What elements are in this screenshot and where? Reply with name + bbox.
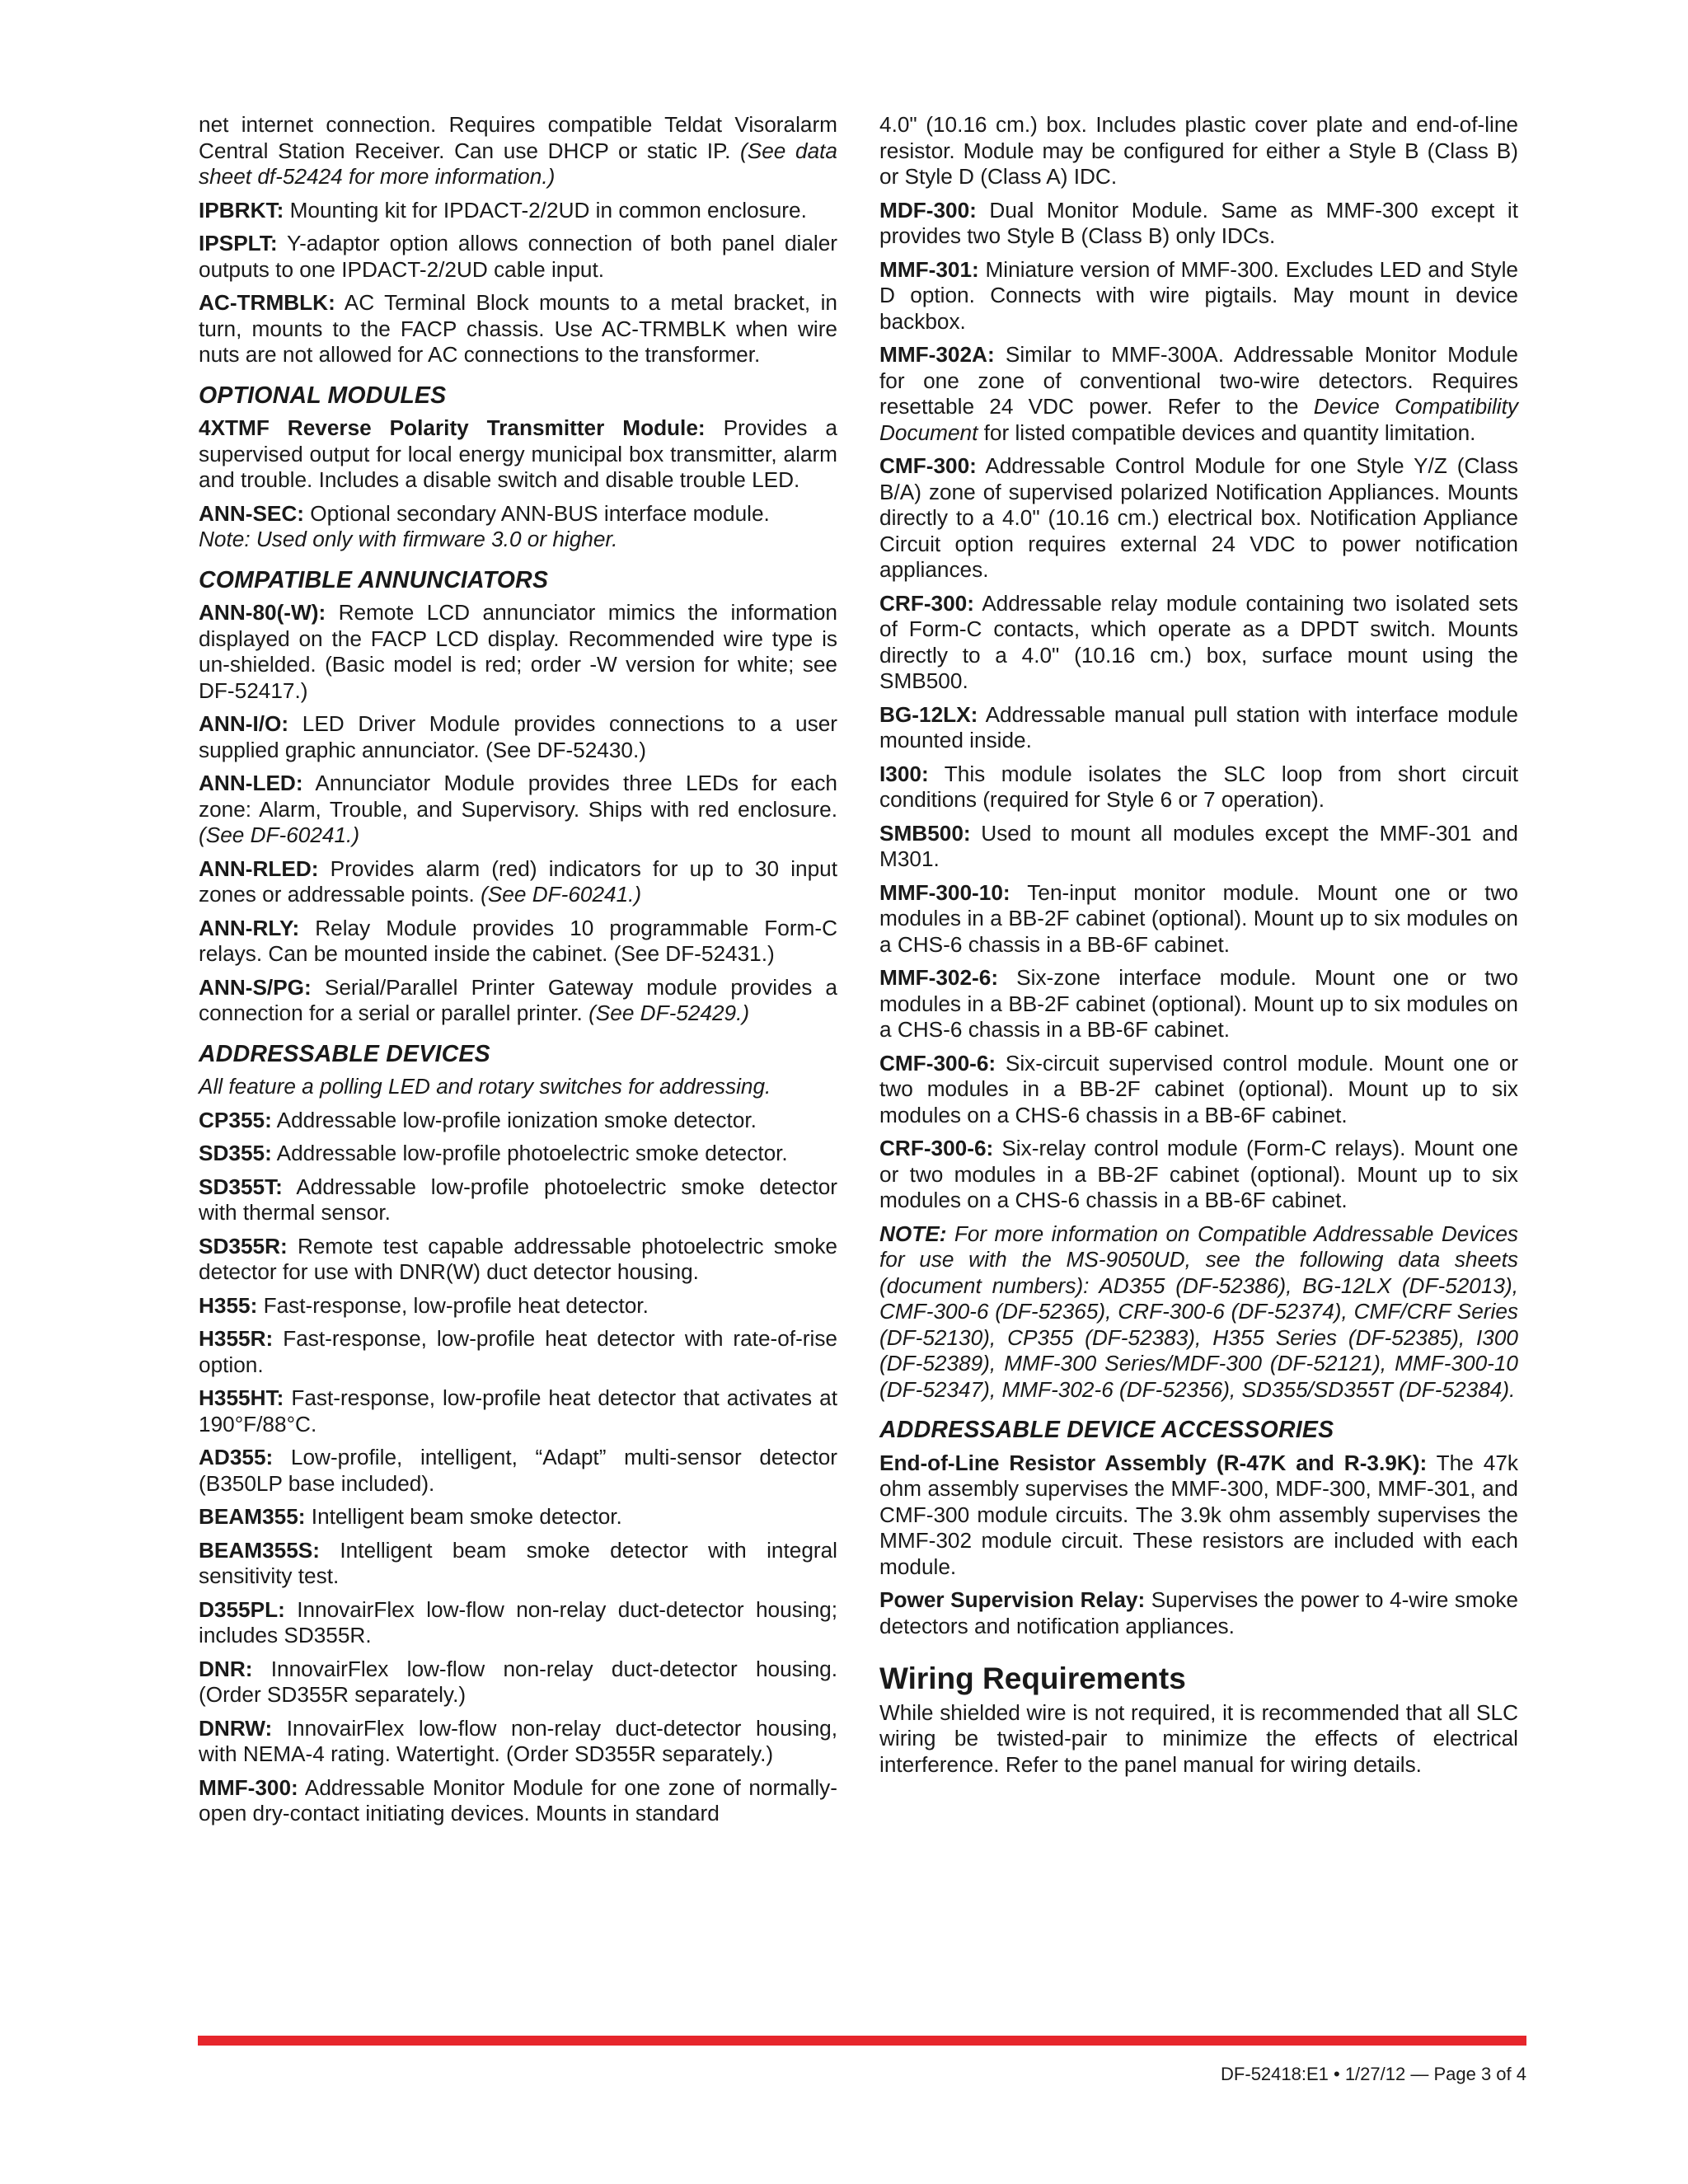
entry-text: Addressable relay module containing two isolated sets of Form-C contacts, which operate as a DPDT switch. Mounts directly to a 4.0" (10.16 cm.) box, surface mount using the SMB500. [879, 590, 1518, 693]
entry-term: MDF-300: [879, 197, 977, 223]
entry-sd355t [199, 1174, 837, 1226]
entry-reference: (See DF-52429.) [588, 1001, 750, 1025]
entry-ipsplt [199, 231, 837, 283]
entry-term: CRF-300-6: [879, 1136, 994, 1160]
entry-text: Addressable Monitor Module for one zone of normally-open dry-contact initiating devices. Mounts in standard [199, 1774, 837, 1825]
entry-dnrw [199, 1716, 837, 1768]
note-text: For more information on Compatible Addressable Devices for use with the MS-9050UD, see the following data sheets (document numbers): AD355 (DF-52386), BG-12LX (DF-52013), CMF-300-6 (DF-52365), CRF-300-6 (DF-52374), CMF/CRF Series (DF-52130), CP355 (DF-52383), H355 Series (DF-52385), I300 (DF-52389), MMF-300 Series/MDF-300 (DF-52121), MMF-300-10 (DF-52347), MMF-302-6 (DF-52356), SD355/SD355T (DF-52384). [879, 1221, 1518, 1402]
entry-text: Miniature version of MMF-300. Excludes LED and Style D option. Connects with wire pigtails. May mount in device backbox. [879, 256, 1518, 334]
entry-mmf-300 [199, 1775, 837, 1827]
entry-ann-80 [199, 600, 837, 704]
section-heading-optional-modules: OPTIONAL MODULES [199, 382, 447, 409]
entry-power-supervision-relay [879, 1587, 1518, 1639]
entry-text: Six-zone interface module. Mount one or two modules in a BB-2F cabinet (optional). Mount up to six modules on a CHS-6 chassis in a BB-6F cabinet. [879, 965, 1518, 1042]
entry-text: Six-relay control module (Form-C relays). Mount one or two modules in a BB-2F cabinet (optional). Mount up to six modules on a CHS-6 chassis in a BB-6F cabinet. [879, 1136, 1518, 1212]
footer-page-info: DF-52418:E1 • 1/27/12 — Page 3 of 4 [1221, 2064, 1526, 2084]
entry-text: InnovairFlex low-flow non-relay duct-detector housing, with NEMA-4 rating. Watertight. (Order SD355R separately.) [199, 1715, 837, 1766]
entry-term: CMF-300-6: [879, 1050, 996, 1076]
wiring-requirements-text: While shielded wire is not required, it is recommended that all SLC wiring be twisted-pair to minimize the effects of electrical interference. Refer to the panel manual for wiring details. [879, 1699, 1518, 1777]
entry-term: End-of-Line Resistor Assembly (R-47K and R-3.9K): [879, 1450, 1428, 1475]
entry-term: MMF-300-10: [879, 879, 1010, 905]
entry-term: I300: [879, 761, 929, 786]
entry-term: BEAM355S: [199, 1537, 320, 1563]
entry-term: ANN-RLY: [199, 915, 300, 940]
wiring-requirements-heading: Wiring Requirements [879, 1661, 1186, 1695]
intro-text: net internet connection. Requires compatible Teldat Visoralarm Central Station Receiver. Can use DHCP or static IP. [199, 112, 837, 163]
addressable-devices-intro: All feature a polling LED and rotary switches for addressing. [199, 1074, 771, 1099]
entry-term: MMF-301: [879, 256, 979, 282]
entry-h355r [199, 1326, 837, 1378]
entry-term: ANN-S/PG: [199, 974, 312, 1000]
entry-term: CRF-300: [879, 590, 974, 616]
entry-sd355r [199, 1234, 837, 1286]
entry-text: Remote test capable addressable photoelectric smoke detector for use with DNR(W) duct detector housing. [199, 1233, 837, 1284]
entry-term: SD355T: [199, 1174, 283, 1199]
entry-term: ANN-I/O: [199, 711, 289, 736]
entry-term: 4XTMF Reverse Polarity Transmitter Module: [199, 415, 706, 440]
entry-ac-trmblk [199, 290, 837, 368]
entry-text: Y-adaptor option allows connection of both panel dialer outputs to one IPDACT-2/2UD cable input. [199, 231, 837, 282]
entry-ann-sec [199, 501, 837, 553]
entry-text: The 47k ohm assembly supervises the MMF-300, MDF-300, MMF-301, and CMF-300 module circuits. The 3.9k ohm assembly supervises the MMF-302 module circuit. These resistors are included with each module. [879, 1450, 1518, 1579]
entry-reference: (See DF-60241.) [481, 882, 642, 907]
note-paragraph [879, 1221, 1518, 1404]
entry-term: SMB500: [879, 820, 971, 846]
entry-dnr [199, 1657, 837, 1708]
entry-mmf-302-6 [879, 965, 1518, 1043]
entry-mmf-301 [879, 257, 1518, 335]
entry-text: Addressable low-profile ionization smoke detector. [271, 1107, 757, 1132]
entry-term: DNR: [199, 1656, 253, 1681]
entry-term: MMF-302A: [879, 342, 995, 367]
entry-text: Addressable manual pull station with interface module mounted inside. [879, 701, 1518, 752]
entry-d355pl [199, 1597, 837, 1649]
entry-term: BEAM355: [199, 1504, 306, 1529]
entry-term: CP355: [199, 1107, 272, 1132]
left-column [199, 112, 837, 1835]
entry-text: Provides a supervised output for local energy municipal box transmitter, alarm and trouble. Includes a disable switch and disable trouble LED. [199, 415, 837, 492]
entry-text: Used to mount all modules except the MMF-301 and M301. [879, 820, 1518, 871]
right-column [879, 112, 1518, 1785]
entry-term: D355PL: [199, 1596, 285, 1622]
entry-ann-io [199, 711, 837, 763]
entry-text: Low-profile, intelligent, “Adapt” multi-sensor detector (B350LP base included). [199, 1445, 837, 1496]
entry-text: Dual Monitor Module. Same as MMF-300 except it provides two Style B (Class B) only IDCs. [879, 197, 1518, 248]
entry-term: ANN-80(-W): [199, 600, 326, 625]
entry-text: Similar to MMF-300A. Addressable Monitor Module for one zone of conventional two-wire detectors. Requires resettable 24 VDC power. Refer to the [879, 342, 1518, 419]
entry-mdf-300 [879, 198, 1518, 250]
entry-term: SD355R: [199, 1233, 288, 1258]
entry-term: MMF-300: [199, 1774, 298, 1800]
entry-reference: Device Compatibility Document [879, 394, 1518, 445]
entry-text: InnovairFlex low-flow non-relay duct-detector housing. (Order SD355R separately.) [199, 1656, 837, 1707]
entry-text: Intelligent beam smoke detector with integral sensitivity test. [199, 1537, 837, 1588]
note-label: NOTE: [879, 1221, 947, 1246]
section-heading-accessories: ADDRESSABLE DEVICE ACCESSORIES [879, 1417, 1334, 1443]
entry-text: Fast-response, low-profile heat detector that activates at 190°F/88°C. [199, 1385, 837, 1436]
entry-h355 [199, 1293, 837, 1319]
entry-text: Fast-response, low-profile heat detector. [257, 1292, 649, 1318]
entry-cmf-300 [879, 453, 1518, 583]
entry-cmf-300-6 [879, 1051, 1518, 1129]
entry-beam355s [199, 1538, 837, 1590]
entry-4xtmf [199, 415, 837, 494]
entry-text: Supervises the power to 4-wire smoke detectors and notification appliances. [879, 1587, 1518, 1638]
entry-term: ANN-SEC: [199, 500, 305, 526]
entry-term: ANN-RLED: [199, 855, 319, 881]
entry-term: H355: [199, 1292, 258, 1318]
entry-note: Note: Used only with firmware 3.0 or higher. [199, 527, 618, 551]
entry-ann-rled [199, 856, 837, 908]
entry-text: Serial/Parallel Printer Gateway module provides a connection for a serial or parallel printer. [199, 974, 837, 1025]
entry-eol-resistor [879, 1451, 1518, 1581]
entry-text: Addressable low-profile photoelectric smoke detector. [271, 1141, 788, 1165]
intro-paragraph [199, 112, 837, 190]
entry-h355ht [199, 1385, 837, 1437]
footer-divider-bar [198, 2036, 1526, 2046]
section-heading-compatible-annunciators: COMPATIBLE ANNUNCIATORS [199, 566, 549, 593]
entry-sd355 [199, 1141, 837, 1167]
entry-i300 [879, 762, 1518, 813]
entry-text: Relay Module provides 10 programmable Form-C relays. Can be mounted inside the cabinet. (See DF-52431.) [199, 915, 837, 966]
entry-text: Optional secondary ANN-BUS interface module. [304, 500, 770, 526]
entry-term: Power Supervision Relay: [879, 1587, 1146, 1612]
entry-bg-12lx [879, 702, 1518, 754]
entry-ann-led [199, 771, 837, 849]
entry-text-tail: for listed compatible devices and quantity limitation. [978, 419, 1476, 445]
entry-term: AC-TRMBLK: [199, 290, 335, 315]
entry-text: AC Terminal Block mounts to a metal bracket, in turn, mounts to the FACP chassis. Use AC-TRMBLK when wire nuts are not allowed for AC connections to the transformer. [199, 290, 837, 367]
entry-term: IPSPLT: [199, 231, 278, 255]
entry-text: Mounting kit for IPDACT-2/2UD in common enclosure. [284, 197, 807, 223]
entry-term: H355HT: [199, 1385, 284, 1410]
continuation-paragraph: 4.0" (10.16 cm.) box. Includes plastic cover plate and end-of-line resistor. Module may be configured for either a Style B (Class B) or Style D (Class A) IDC. [879, 112, 1518, 189]
entry-ann-rly [199, 916, 837, 968]
entry-text: Ten-input monitor module. Mount one or two modules in a BB-2F cabinet (optional). Mount up to six modules on a CHS-6 chassis in a BB-6F cabinet. [879, 879, 1518, 957]
entry-text: Intelligent beam smoke detector. [305, 1504, 622, 1529]
entry-cp355 [199, 1108, 837, 1134]
entry-text: Provides alarm (red) indicators for up to 30 input zones or addressable points. [199, 855, 837, 907]
entry-reference: (See DF-60241.) [199, 823, 360, 847]
entry-text: Addressable low-profile photoelectric smoke detector with thermal sensor. [199, 1174, 837, 1225]
entry-term: DNRW: [199, 1715, 273, 1741]
entry-beam355 [199, 1504, 837, 1530]
entry-text: Fast-response, low-profile heat detector with rate-of-rise option. [199, 1326, 837, 1377]
entry-term: IPBRKT: [199, 197, 284, 223]
entry-ann-spg [199, 975, 837, 1027]
entry-text: Remote LCD annunciator mimics the information displayed on the FACP LCD display. Recommended wire type is un-shielded. (Basic model is red; order -W version for white; see DF-52417.) [199, 600, 837, 703]
entry-term: CMF-300: [879, 453, 977, 478]
entry-text: Annunciator Module provides three LEDs for each zone: Alarm, Trouble, and Supervisory. Ships with red enclosure. [199, 771, 837, 822]
entry-smb500 [879, 821, 1518, 873]
entry-term: H355R: [199, 1326, 274, 1351]
entry-text: InnovairFlex low-flow non-relay duct-detector housing; includes SD355R. [199, 1596, 837, 1647]
entry-ipbrkt [199, 198, 837, 224]
entry-text: Six-circuit supervised control module. Mount one or two modules in a BB-2F cabinet (optional). Mount up to six modules on a CHS-6 chassis in a BB-6F cabinet. [879, 1050, 1518, 1127]
entry-text: Addressable Control Module for one Style Y/Z (Class B/A) zone of supervised polarized Notification Appliances. Mounts directly to a 4.0" (10.16 cm.) electrical box. Notification Appliance Circuit option requires external 24 VDC to power notification appliances. [879, 453, 1518, 582]
entry-term: MMF-302-6: [879, 965, 999, 990]
entry-mmf-300-10 [879, 880, 1518, 958]
entry-text: This module isolates the SLC loop from short circuit conditions (required for Style 6 or 7 operation). [879, 761, 1518, 812]
section-heading-addressable-devices: ADDRESSABLE DEVICES [199, 1040, 490, 1067]
entry-term: BG-12LX: [879, 701, 978, 727]
entry-text: LED Driver Module provides connections to a user supplied graphic annunciator. (See DF-52430.) [199, 711, 837, 762]
entry-crf-300 [879, 591, 1518, 695]
entry-term: SD355: [199, 1141, 272, 1165]
entry-term: ANN-LED: [199, 771, 303, 795]
entry-mmf-302a [879, 342, 1518, 446]
entry-ad355 [199, 1445, 837, 1497]
intro-reference: (See data sheet df-52424 for more information.) [199, 138, 837, 189]
entry-crf-300-6 [879, 1136, 1518, 1214]
entry-term: AD355: [199, 1445, 274, 1469]
